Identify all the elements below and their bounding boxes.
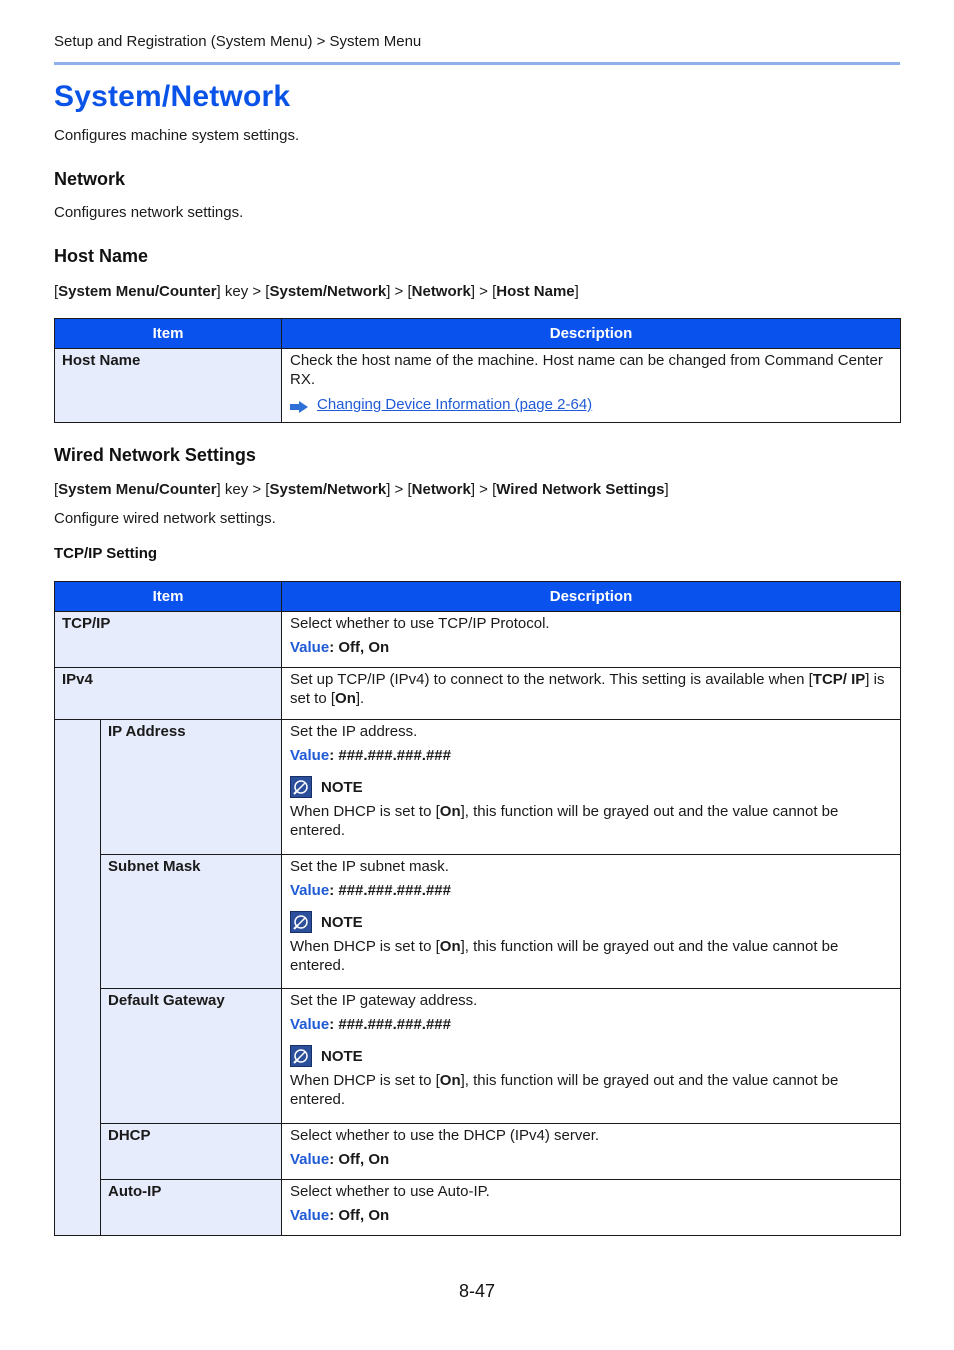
table-row [55, 1180, 901, 1236]
text-run: TCP/ IP [812, 671, 866, 688]
table-row [55, 612, 901, 668]
text-run: Host Name [496, 283, 575, 300]
page-number: 8-47 [458, 1281, 496, 1301]
value-line: Value: ###.###.###.### [290, 882, 451, 899]
row-item-auto-ip: Auto-IP [101, 1180, 282, 1236]
arrow-right-icon [290, 399, 308, 411]
text-run: ]. [355, 690, 365, 707]
text-run: ] key > [ [216, 283, 270, 300]
wired-network-menu-path [54, 481, 669, 498]
note-text [290, 937, 892, 975]
text-run: ] is set to [ [290, 671, 885, 707]
text-run: [ [54, 283, 59, 300]
auto-ip-description: Select whether to use Auto-IP. [290, 1183, 490, 1200]
ipv4-description [282, 668, 901, 720]
row-description [282, 989, 901, 1124]
text-run: ], this function will be grayed out and the value cannot be entered. [290, 938, 839, 974]
text-run: Wired Network Settings [496, 481, 665, 498]
page-title: System/Network [54, 80, 291, 113]
note-header [290, 1045, 892, 1067]
text-run: ] > [ [470, 283, 497, 300]
text-run: Set up TCP/IP (IPv4) to connect to the network. This setting is available when [ [290, 671, 813, 688]
table-row [55, 1124, 901, 1180]
value-label: Value [290, 747, 330, 764]
tcpip-description: Select whether to use TCP/IP Protocol. [290, 615, 550, 632]
row-item-dhcp: DHCP [101, 1124, 282, 1180]
text-run: When DHCP is set to [ [290, 938, 440, 955]
ip-address-description: Set the IP address. [290, 723, 418, 740]
row-item-host-name: Host Name [55, 349, 282, 423]
table-row [55, 855, 901, 989]
column-header-item: Item [55, 582, 282, 612]
value-line: Value: Off, On [290, 1151, 390, 1168]
value-options: ###.###.###.### [338, 882, 451, 899]
row-description [282, 720, 901, 855]
text-run: On [439, 803, 461, 820]
value-label: Value [290, 639, 330, 656]
host-name-table [54, 318, 901, 423]
text-run: ], this function will be grayed out and the value cannot be entered. [290, 803, 839, 839]
value-line: Value: ###.###.###.### [290, 1016, 451, 1033]
tcpip-setting-heading: TCP/IP Setting [54, 545, 158, 562]
text-run: ] > [ [386, 283, 412, 300]
table-row [55, 720, 901, 855]
note-icon [290, 776, 312, 798]
text-run: On [439, 938, 461, 955]
text-run: ], this function will be grayed out and the value cannot be entered. [290, 1072, 839, 1108]
row-description [282, 349, 901, 423]
row-item-ipv4: IPv4 [55, 668, 282, 720]
header-rule [54, 62, 900, 65]
value-label: Value [290, 882, 330, 899]
wired-network-heading: Wired Network Settings [54, 445, 256, 465]
text-run: ] > [ [386, 481, 412, 498]
text-run: On [335, 690, 356, 707]
text-run: ] key > [ [216, 481, 270, 498]
note-title: NOTE [321, 913, 363, 931]
text-run: When DHCP is set to [ [290, 1072, 440, 1089]
reference-link-line[interactable] [290, 395, 892, 414]
network-heading: Network [54, 169, 126, 189]
host-name-heading: Host Name [54, 246, 149, 266]
row-description [282, 1180, 901, 1236]
column-header-item: Item [55, 319, 282, 349]
text-run: System/Network [269, 481, 387, 498]
note-text [290, 802, 892, 840]
wired-network-description: Configure wired network settings. [54, 510, 276, 527]
text-run: System Menu/Counter [58, 481, 217, 498]
value-line: Value: ###.###.###.### [290, 747, 451, 764]
note-icon [290, 1045, 312, 1067]
value-label: Value [290, 1151, 330, 1168]
row-item-tcpip: TCP/IP [55, 612, 282, 668]
value-label: Value [290, 1207, 330, 1224]
text-run: System/Network [269, 283, 387, 300]
changing-device-information-link[interactable]: Changing Device Information (page 2-64) [317, 396, 593, 413]
text-run: Network [411, 481, 471, 498]
value-label: Value [290, 1016, 330, 1033]
breadcrumb: Setup and Registration (System Menu) > System Menu [54, 33, 422, 50]
value-options: Off, On [338, 1151, 390, 1168]
text-run: System Menu/Counter [58, 283, 217, 300]
row-description [282, 855, 901, 989]
host-name-menu-path [54, 283, 579, 300]
note-header [290, 776, 892, 798]
value-line: Value: Off, On [290, 639, 390, 656]
host-name-description: Check the host name of the machine. Host name can be changed from Command Center RX. [290, 352, 883, 388]
column-header-description: Description [282, 582, 901, 612]
row-item-subnet-mask: Subnet Mask [101, 855, 282, 989]
text-run: ] [664, 481, 669, 498]
table-row [55, 668, 901, 720]
note-icon [290, 911, 312, 933]
page-intro: Configures machine system settings. [54, 127, 300, 144]
default-gateway-description: Set the IP gateway address. [290, 992, 478, 1009]
row-item-default-gateway: Default Gateway [101, 989, 282, 1124]
text-run: Network [411, 283, 471, 300]
value-options: Off, On [338, 639, 390, 656]
text-run: When DHCP is set to [ [290, 803, 440, 820]
note-text [290, 1071, 892, 1109]
ipv4-indent [55, 720, 101, 1236]
text-run: ] [574, 283, 579, 300]
note-title: NOTE [321, 1047, 363, 1065]
note-title: NOTE [321, 778, 363, 796]
table-row [55, 989, 901, 1124]
network-description: Configures network settings. [54, 204, 244, 221]
text-run: [ [54, 481, 59, 498]
tcpip-table [54, 581, 901, 1236]
note-header [290, 911, 892, 933]
row-description [282, 612, 901, 668]
subnet-mask-description: Set the IP subnet mask. [290, 858, 449, 875]
value-line: Value: Off, On [290, 1207, 390, 1224]
row-description [282, 1124, 901, 1180]
value-options: ###.###.###.### [338, 747, 451, 764]
text-run: On [439, 1072, 461, 1089]
text-run: ] > [ [470, 481, 497, 498]
dhcp-description: Select whether to use the DHCP (IPv4) server. [290, 1127, 600, 1144]
row-item-ip-address: IP Address [101, 720, 282, 855]
value-options: Off, On [338, 1207, 390, 1224]
column-header-description: Description [282, 319, 901, 349]
table-row [55, 349, 901, 423]
value-options: ###.###.###.### [338, 1016, 451, 1033]
